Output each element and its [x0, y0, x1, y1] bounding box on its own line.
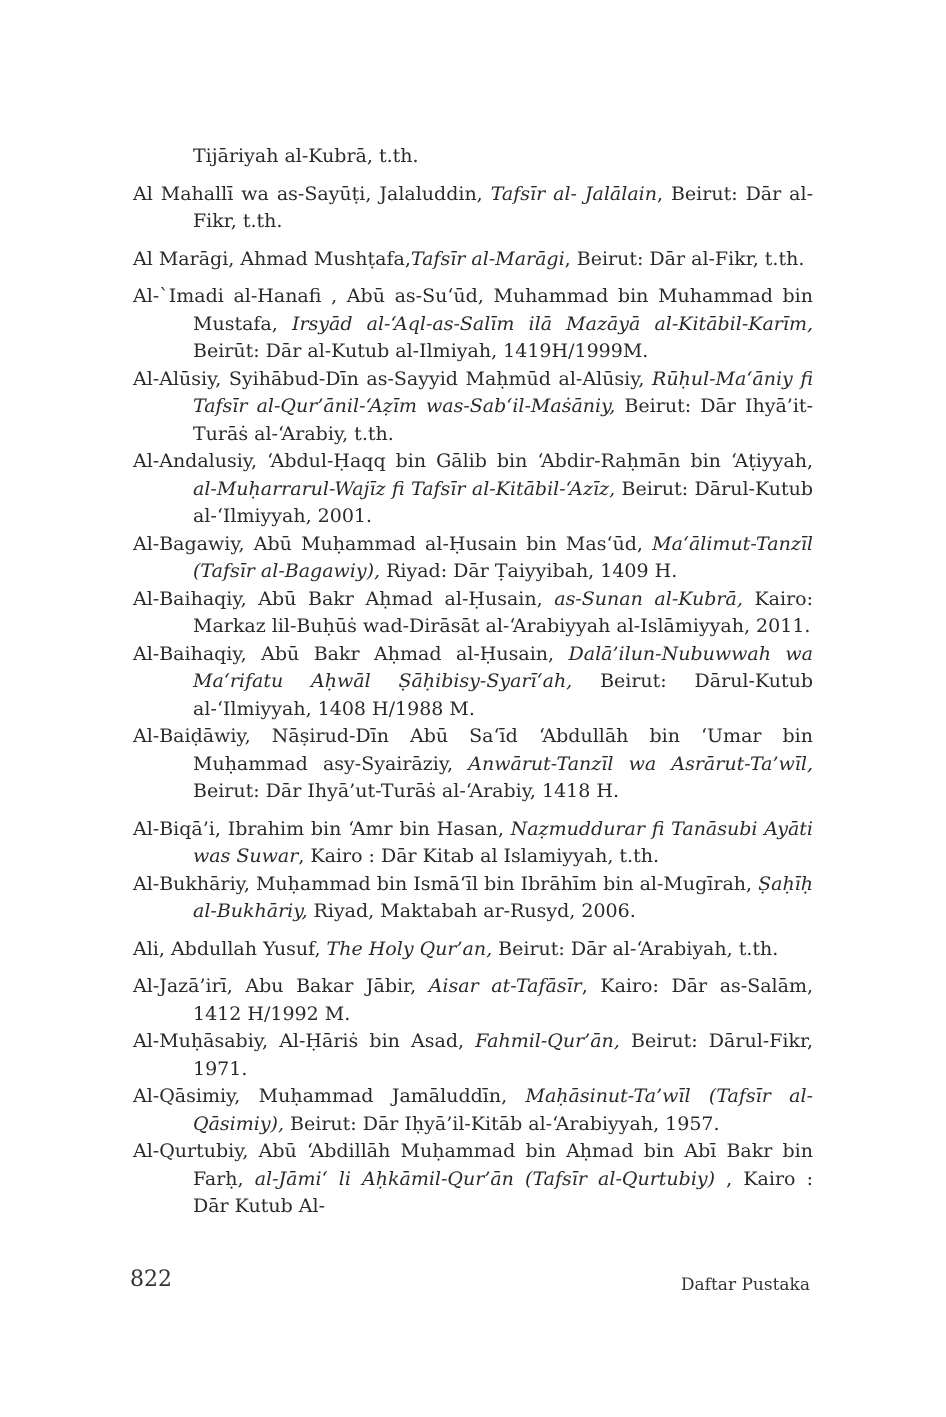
bibliography-entry: Al-Qurtubiy, Abū ‘Abdillāh Muḥammad bin Aḥmad bin Abī Bakr bin Farḥ, al-Jāmi‘ li Aḥkāmil-Qur’ān (Tafsīr al-Qurtubiy) , Kairo : Dār Kutub Al- — [133, 1140, 813, 1217]
running-footer-title: Daftar Pustaka — [680, 1275, 810, 1295]
bibliography-list — [133, 143, 813, 1221]
bibliography-entry: Al-Biqā’i, Ibrahim bin ‘Amr bin Hasan, Naẓmuddurar fi Tanāsubi Ayāti was Suwar, Kairo : Dār Kitab al Islamiyyah, t.th. — [133, 817, 813, 867]
bibliography-entry: Al-Alūsiy, Syihābud-Dīn as-Sayyid Maḥmūd al-Alūsiy, Rūḥul-Ma‘āniy fi Tafsīr al-Qur’ānil-‘Aẓīm was-Sab‘il-Maṡāniy, Beirut: Dār Ihyā’it-Turāṡ al-‘Arabiy, t.th. — [133, 367, 814, 445]
bibliography-entry: Al-Qāsimiy, Muḥammad Jamāluddīn, Maḥāsinut-Ta’wīl (Tafsīr al-Qāsimiy), Beirut: Dār Iḥyā’il-Kitāb al-‘Arabiyyah, 1957. — [133, 1085, 813, 1135]
bibliography-entry: Al Mahallī wa as-Sayūṭi, Jalaluddin, Tafsīr al- Jalālain, Beirut: Dār al-Fikr, t.th. — [133, 182, 813, 232]
bibliography-entry: Al-`Imadi al-Hanafi , Abū as-Su‘ūd, Muhammad bin Muhammad bin Mustafa, Irsyād al-‘Aql-as-Salīm ilā Mazāyā al-Kitābil-Karīm, Beirūt: Dār al-Kutub al-Ilmiyah, 1419H/1999M. — [133, 285, 813, 362]
bibliography-entry: Al-Bukhāriy, Muḥammad bin Ismā‘īl bin Ibrāhīm bin al-Mugīrah, Ṣaḥīḥ al-Bukhāriy, Riyad, Maktabah ar-Rusyd, 2006. — [133, 872, 813, 922]
bibliography-entry: Al-Muḥāsabiy, Al-Ḥāriṡ bin Asad, Fahmil-Qur’ān, Beirut: Dārul-Fikr, 1971. — [133, 1030, 813, 1080]
bibliography-entry: Tijāriyah al-Kubrā, t.th. — [193, 145, 419, 167]
bibliography-entry: Al Marāgi, Ahmad Mushṭafa,Tafsīr al-Marāgi, Beirut: Dār al-Fikr, t.th. — [133, 247, 805, 270]
bibliography-entry: Ali, Abdullah Yusuf, The Holy Qur’an, Beirut: Dār al-‘Arabiyah, t.th. — [133, 937, 779, 960]
bibliography-entry: Al-Baiḍāwiy, Nāṣirud-Dīn Abū Sa‘īd ‘Abdullāh bin ‘Umar bin Muḥammad asy-Syairāziy, Anwārut-Tanzīl wa Asrārut-Ta’wīl, Beirut: Dār Ihyā’ut-Turāṡ al-‘Arabiy, 1418 H. — [133, 725, 813, 802]
bibliography-entry: Al-Jazā’irī, Abu Bakar Jābir, Aisar at-Tafāsīr, Kairo: Dār as-Salām, 1412 H/1992 M. — [133, 975, 813, 1025]
bibliography-entry: Al-Baihaqiy, Abū Bakr Aḥmad al-Ḥusain, Dalā’ilun-Nubuwwah wa Ma‘rifatu Aḥwāl Ṣāḥibisy-Syarī‘ah, Beirut: Dārul-Kutub al-‘Ilmiyyah, 1408 H/1988 M. — [133, 642, 813, 720]
bibliography-entry: Al-Bagawiy, Abū Muḥammad al-Ḥusain bin Mas‘ūd, Ma‘ālimut-Tanzīl (Tafsīr al-Bagawiy), Riyad: Dār Ṭaiyyibah, 1409 H. — [133, 532, 813, 582]
bibliography-entry: Al-Baihaqiy, Abū Bakr Aḥmad al-Ḥusain, as-Sunan al-Kubrā, Kairo: Markaz lil-Buḥūṡ wad-Dirāsāt al-‘Arabiyyah al-Islāmiyyah, 2011. — [133, 587, 814, 637]
page-number: 822 — [130, 1267, 172, 1292]
bibliography-entry: Al-Andalusiy, ‘Abdul-Ḥaqq bin Gālib bin ‘Abdir-Raḥmān bin ‘Aṭiyyah, al-Muḥarrarul-Wajīz fi Tafsīr al-Kitābil-‘Azīz, Beirut: Dārul-Kutub al-‘Ilmiyyah, 2001. — [133, 450, 813, 527]
